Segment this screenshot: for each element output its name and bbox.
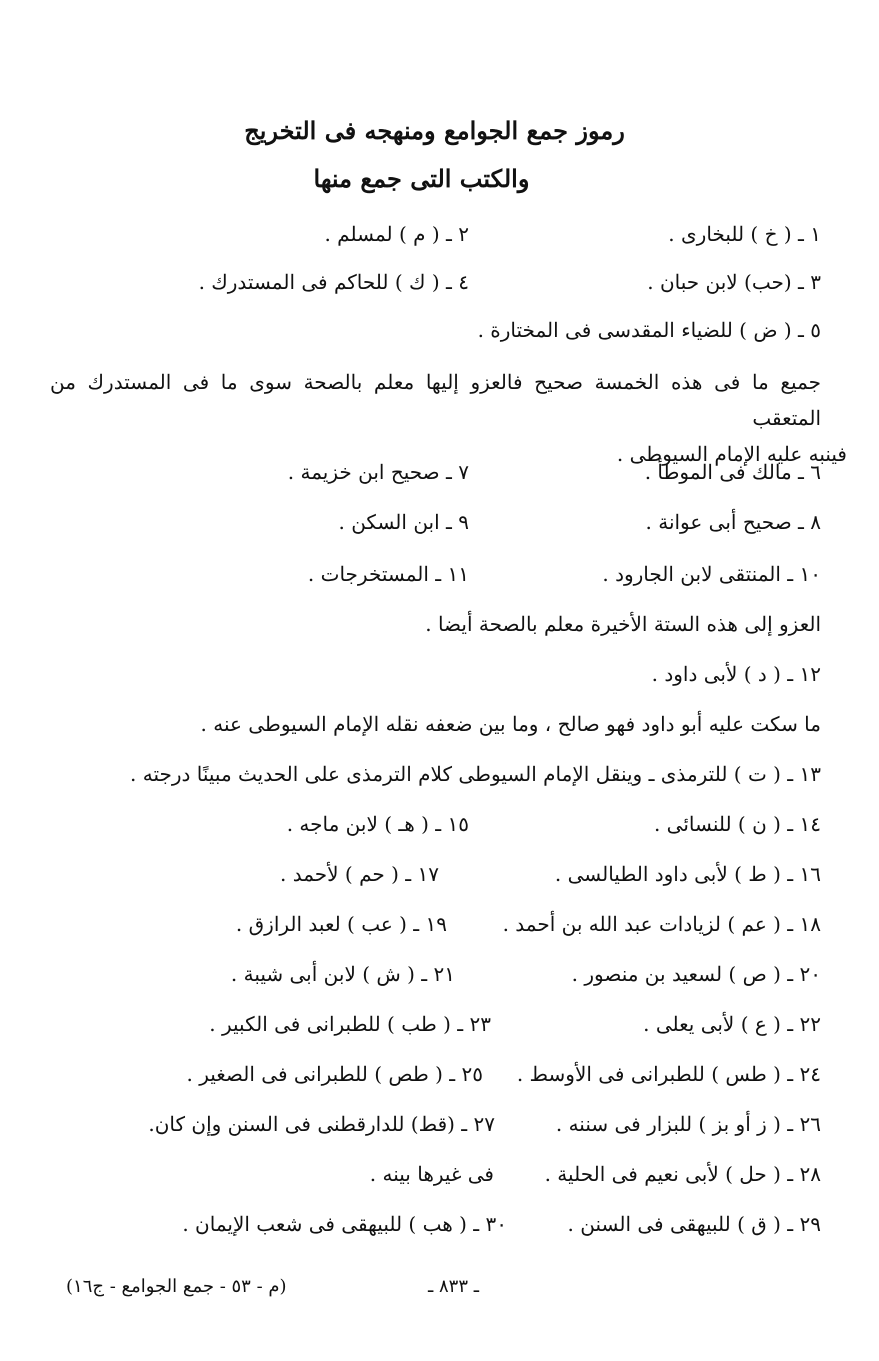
page-footer bbox=[0, 1276, 879, 1306]
list-item: ٢٣ ـ ( طب ) للطبرانى فى الكبير . bbox=[209, 1012, 491, 1036]
list-item: ٢٠ ـ ( ص ) لسعيد بن منصور . bbox=[571, 962, 821, 986]
paragraph bbox=[0, 762, 879, 802]
list-row bbox=[0, 318, 879, 358]
list-item: ٦ ـ مالك فى الموطأ . bbox=[644, 460, 821, 484]
list-item: ٢٧ ـ (قط) للدارقطنى فى السنن وإن كان. bbox=[148, 1112, 495, 1136]
list-item: ١١ ـ المستخرجات . bbox=[307, 562, 469, 586]
paragraph-text: فينبه عليه الإمام السيوطى . bbox=[616, 442, 847, 466]
list-item: ١٤ ـ ( ن ) للنسائى . bbox=[653, 812, 821, 836]
list-row bbox=[0, 562, 879, 602]
list-item: ١٨ ـ ( عم ) لزيادات عبد الله بن أحمد . bbox=[502, 912, 821, 936]
page-title: رموز جمع الجوامع ومنهجه فى التخريج bbox=[244, 116, 625, 145]
list-item: فى غيرها بينه . bbox=[369, 1162, 494, 1186]
list-item: ٢٨ ـ ( حل ) لأبى نعيم فى الحلية . bbox=[544, 1162, 821, 1186]
list-row bbox=[0, 1012, 879, 1052]
list-row bbox=[0, 962, 879, 1002]
paragraph bbox=[50, 364, 847, 472]
list-item: ٤ ـ ( ك ) للحاكم فى المستدرك . bbox=[198, 270, 469, 294]
list-row bbox=[0, 1062, 879, 1102]
list-item: ١٠ ـ المنتقى لابن الجارود . bbox=[602, 562, 821, 586]
paragraph bbox=[0, 712, 879, 752]
list-row bbox=[0, 1212, 879, 1252]
list-row bbox=[0, 662, 879, 702]
list-row bbox=[0, 270, 879, 310]
paragraph-text: العزو إلى هذه الستة الأخيرة معلم بالصحة أيضا . bbox=[425, 612, 821, 636]
list-item: ١٥ ـ ( هـ ) لابن ماجه . bbox=[286, 812, 469, 836]
list-item: ٥ ـ ( ض ) للضياء المقدسى فى المختارة . bbox=[477, 318, 821, 342]
list-item: ١ ـ ( خ ) للبخارى . bbox=[668, 222, 821, 246]
page-subtitle: والكتب التى جمع منها bbox=[313, 164, 530, 193]
list-item: ٢ ـ ( م ) لمسلم . bbox=[324, 222, 469, 246]
list-row bbox=[0, 1162, 879, 1202]
list-item: ٣٠ ـ ( هب ) للبيهقى فى شعب الإيمان . bbox=[182, 1212, 507, 1236]
list-row bbox=[0, 460, 879, 500]
paragraph-text: ١٣ ـ ( ت ) للترمذى ـ وينقل الإمام السيوطى كلام الترمذى على الحديث مبينًا درجته . bbox=[130, 762, 821, 786]
list-item: ٢٥ ـ ( طص ) للطبرانى فى الصغير . bbox=[186, 1062, 483, 1086]
list-item: ١٢ ـ ( د ) لأبى داود . bbox=[651, 662, 821, 686]
list-item: ١٧ ـ ( حم ) لأحمد . bbox=[280, 862, 439, 886]
list-item: ٢٦ ـ ( ز أو بز ) للبزار فى سننه . bbox=[555, 1112, 821, 1136]
list-row bbox=[0, 812, 879, 852]
page-number: ـ ٨٣٣ ـ bbox=[427, 1276, 479, 1297]
list-row bbox=[0, 912, 879, 952]
list-item: ٢١ ـ ( ش ) لابن أبى شيبة . bbox=[230, 962, 455, 986]
paragraph bbox=[0, 612, 879, 652]
list-row bbox=[0, 1112, 879, 1152]
list-item: ١٦ ـ ( ط ) لأبى داود الطيالسى . bbox=[554, 862, 821, 886]
list-item: ٢٤ ـ ( طس ) للطبرانى فى الأوسط . bbox=[516, 1062, 821, 1086]
list-row bbox=[0, 510, 879, 550]
list-item: ٢٩ ـ ( ق ) للبيهقى فى السنن . bbox=[567, 1212, 821, 1236]
list-item: ٨ ـ صحيح أبى عوانة . bbox=[645, 510, 821, 534]
list-item: ١٩ ـ ( عب ) لعبد الرازق . bbox=[235, 912, 447, 936]
list-item: ٧ ـ صحيح ابن خزيمة . bbox=[287, 460, 469, 484]
list-item: ٢٢ ـ ( ع ) لأبى يعلى . bbox=[643, 1012, 821, 1036]
paragraph-text: جميع ما فى هذه الخمسة صحيح فالعزو إليها معلم بالصحة سوى ما فى المستدرك من المتعقب bbox=[50, 370, 821, 430]
list-item: ٣ ـ (حب) لابن حبان . bbox=[647, 270, 821, 294]
list-row bbox=[0, 862, 879, 902]
paragraph-text: ما سكت عليه أبو داود فهو صالح ، وما بين ضعفه نقله الإمام السيوطى عنه . bbox=[200, 712, 821, 736]
list-row bbox=[0, 222, 879, 262]
list-item: ٩ ـ ابن السكن . bbox=[338, 510, 469, 534]
source-reference: (م - ٥٣ - جمع الجوامع - ج١٦) bbox=[66, 1276, 287, 1297]
